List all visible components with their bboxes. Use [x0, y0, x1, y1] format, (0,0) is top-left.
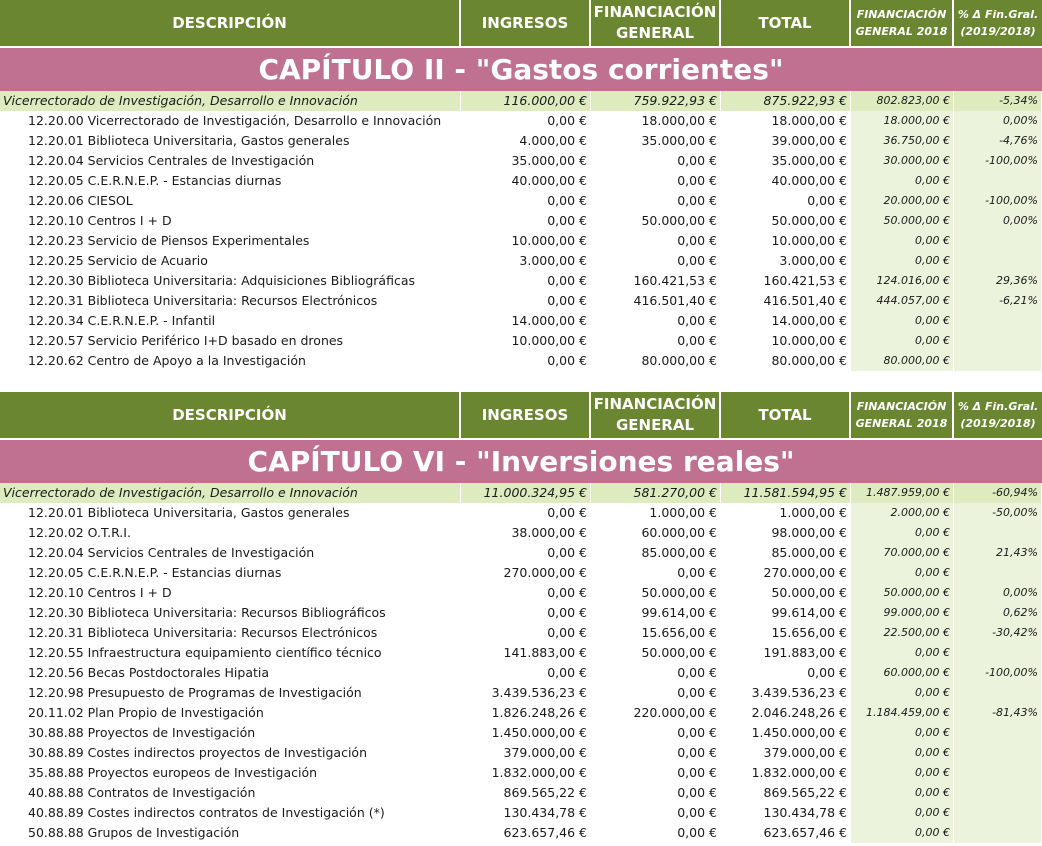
cell-pct: -100,00% — [954, 191, 1042, 211]
cell-financiacion: 0,00 € — [591, 663, 721, 683]
cell-ingresos: 141.883,00 € — [461, 643, 591, 663]
cell-pct: 0,00% — [954, 583, 1042, 603]
cell-fin2018: 124.016,00 € — [851, 271, 954, 291]
cell-descripcion: 12.20.23 Servicio de Piensos Experimentales — [0, 231, 461, 251]
cell-total: 80.000,00 € — [721, 351, 851, 371]
cell-financiacion: 85.000,00 € — [591, 543, 721, 563]
table-row — [0, 723, 1042, 743]
cell-total: 98.000,00 € — [721, 523, 851, 543]
cell-descripcion: 12.20.05 C.E.R.N.E.P. - Estancias diurnas — [0, 171, 461, 191]
cell-financiacion: 18.000,00 € — [591, 111, 721, 131]
table-row — [0, 131, 1042, 151]
cell-fin2018: 18.000,00 € — [851, 111, 954, 131]
col-label: INGRESOS — [481, 405, 569, 424]
cell-descripcion: 40.88.89 Costes indirectos contratos de Investigación (*) — [0, 803, 461, 823]
cell-pct: -6,21% — [954, 291, 1042, 311]
cell-total: 50.000,00 € — [721, 211, 851, 231]
cell-financiacion: 160.421,53 € — [591, 271, 721, 291]
cell-total: 416.501,40 € — [721, 291, 851, 311]
col-total-header — [721, 0, 851, 46]
cell-descripcion: 12.20.00 Vicerrectorado de Investigación, Desarrollo e Innovación — [0, 111, 461, 131]
cell-financiacion: 60.000,00 € — [591, 523, 721, 543]
cell-fin2018: 50.000,00 € — [851, 583, 954, 603]
cell-fin2018: 0,00 € — [851, 251, 954, 271]
cell-descripcion: Vicerrectorado de Investigación, Desarrollo e Innovación — [0, 91, 461, 111]
cell-total: 10.000,00 € — [721, 231, 851, 251]
cell-ingresos: 0,00 € — [461, 543, 591, 563]
cell-fin2018: 802.823,00 € — [851, 91, 954, 111]
cell-ingresos: 623.657,46 € — [461, 823, 591, 843]
cell-ingresos: 130.434,78 € — [461, 803, 591, 823]
chapter-ii-table — [0, 0, 1042, 371]
table-row — [0, 523, 1042, 543]
table-body — [0, 91, 1042, 371]
cell-descripcion: 12.20.25 Servicio de Acuario — [0, 251, 461, 271]
cell-descripcion: 12.20.98 Presupuesto de Programas de Investigación — [0, 683, 461, 703]
cell-total: 1.000,00 € — [721, 503, 851, 523]
cell-descripcion: 12.20.62 Centro de Apoyo a la Investigación — [0, 351, 461, 371]
cell-descripcion: 12.20.34 C.E.R.N.E.P. - Infantil — [0, 311, 461, 331]
col-label: DESCRIPCIÓN — [172, 13, 287, 32]
cell-pct — [954, 683, 1042, 703]
cell-fin2018: 22.500,00 € — [851, 623, 954, 643]
col-descripcion-header — [0, 0, 461, 46]
cell-financiacion: 220.000,00 € — [591, 703, 721, 723]
cell-pct: -30,42% — [954, 623, 1042, 643]
chapter-title: CAPÍTULO II - "Gastos corrientes" — [0, 46, 1042, 91]
cell-ingresos: 14.000,00 € — [461, 311, 591, 331]
cell-fin2018: 1.184.459,00 € — [851, 703, 954, 723]
cell-total: 3.439.536,23 € — [721, 683, 851, 703]
cell-total: 270.000,00 € — [721, 563, 851, 583]
col-label-line2: GENERAL 2018 — [855, 417, 948, 430]
cell-financiacion: 0,00 € — [591, 251, 721, 271]
cell-fin2018: 0,00 € — [851, 723, 954, 743]
cell-fin2018: 0,00 € — [851, 803, 954, 823]
cell-ingresos: 4.000,00 € — [461, 131, 591, 151]
cell-total: 160.421,53 € — [721, 271, 851, 291]
table-row — [0, 503, 1042, 523]
cell-total: 10.000,00 € — [721, 331, 851, 351]
col-ingresos-header — [461, 392, 591, 438]
cell-financiacion: 759.922,93 € — [591, 91, 721, 111]
cell-fin2018: 0,00 € — [851, 563, 954, 583]
cell-financiacion: 0,00 € — [591, 171, 721, 191]
cell-pct: -60,94% — [954, 483, 1042, 503]
cell-fin2018: 20.000,00 € — [851, 191, 954, 211]
table-body — [0, 483, 1042, 843]
cell-pct: -4,76% — [954, 131, 1042, 151]
cell-financiacion: 1.000,00 € — [591, 503, 721, 523]
table-row — [0, 351, 1042, 371]
cell-descripcion: 35.88.88 Proyectos europeos de Investigación — [0, 763, 461, 783]
cell-descripcion: 12.20.30 Biblioteca Universitaria: Adquisiciones Bibliográficas — [0, 271, 461, 291]
cell-fin2018: 70.000,00 € — [851, 543, 954, 563]
cell-ingresos: 38.000,00 € — [461, 523, 591, 543]
cell-financiacion: 0,00 € — [591, 683, 721, 703]
cell-pct — [954, 171, 1042, 191]
table-row — [0, 151, 1042, 171]
cell-ingresos: 1.826.248,26 € — [461, 703, 591, 723]
cell-descripcion: 20.11.02 Plan Propio de Investigación — [0, 703, 461, 723]
cell-descripcion: 30.88.89 Costes indirectos proyectos de Investigación — [0, 743, 461, 763]
cell-ingresos: 10.000,00 € — [461, 331, 591, 351]
cell-pct — [954, 823, 1042, 843]
table-header — [0, 0, 1042, 46]
cell-fin2018: 60.000,00 € — [851, 663, 954, 683]
table-row — [0, 231, 1042, 251]
cell-ingresos: 11.000.324,95 € — [461, 483, 591, 503]
cell-descripcion: 12.20.57 Servicio Periférico I+D basado en drones — [0, 331, 461, 351]
cell-ingresos: 0,00 € — [461, 111, 591, 131]
col-label-line1: % Δ Fin.Gral. — [957, 400, 1039, 413]
cell-financiacion: 35.000,00 € — [591, 131, 721, 151]
cell-ingresos: 0,00 € — [461, 351, 591, 371]
cell-descripcion: 12.20.10 Centros I + D — [0, 211, 461, 231]
cell-descripcion: 40.88.88 Contratos de Investigación — [0, 783, 461, 803]
cell-fin2018: 36.750,00 € — [851, 131, 954, 151]
cell-total: 11.581.594,95 € — [721, 483, 851, 503]
table-row — [0, 543, 1042, 563]
cell-pct — [954, 783, 1042, 803]
cell-total: 50.000,00 € — [721, 583, 851, 603]
cell-pct — [954, 763, 1042, 783]
cell-pct — [954, 231, 1042, 251]
cell-fin2018: 0,00 € — [851, 523, 954, 543]
cell-total: 35.000,00 € — [721, 151, 851, 171]
cell-fin2018: 50.000,00 € — [851, 211, 954, 231]
cell-ingresos: 0,00 € — [461, 583, 591, 603]
table-row — [0, 663, 1042, 683]
cell-total: 191.883,00 € — [721, 643, 851, 663]
table-row — [0, 683, 1042, 703]
cell-total: 379.000,00 € — [721, 743, 851, 763]
chapter-title: CAPÍTULO VI - "Inversiones reales" — [0, 438, 1042, 483]
cell-fin2018: 80.000,00 € — [851, 351, 954, 371]
cell-fin2018: 0,00 € — [851, 231, 954, 251]
cell-financiacion: 0,00 € — [591, 311, 721, 331]
col-label-line1: FINANCIACIÓN — [856, 400, 947, 413]
cell-pct — [954, 723, 1042, 743]
cell-ingresos: 0,00 € — [461, 663, 591, 683]
cell-ingresos: 0,00 € — [461, 271, 591, 291]
cell-pct — [954, 643, 1042, 663]
cell-financiacion: 50.000,00 € — [591, 583, 721, 603]
table-row — [0, 171, 1042, 191]
table-row — [0, 623, 1042, 643]
cell-ingresos: 0,00 € — [461, 503, 591, 523]
cell-financiacion: 0,00 € — [591, 803, 721, 823]
table-row — [0, 803, 1042, 823]
vicerrectorado-row — [0, 91, 1042, 111]
cell-pct: 29,36% — [954, 271, 1042, 291]
cell-descripcion: 12.20.04 Servicios Centrales de Investigación — [0, 151, 461, 171]
col-descripcion-header — [0, 392, 461, 438]
cell-fin2018: 0,00 € — [851, 171, 954, 191]
col-label-line1: FINANCIACIÓN — [593, 395, 717, 413]
cell-total: 18.000,00 € — [721, 111, 851, 131]
table-row — [0, 311, 1042, 331]
cell-pct: -5,34% — [954, 91, 1042, 111]
cell-fin2018: 99.000,00 € — [851, 603, 954, 623]
cell-fin2018: 0,00 € — [851, 311, 954, 331]
cell-pct: 0,62% — [954, 603, 1042, 623]
cell-descripcion: 12.20.30 Biblioteca Universitaria: Recursos Bibliográficos — [0, 603, 461, 623]
vicerrectorado-row — [0, 483, 1042, 503]
cell-descripcion: 50.88.88 Grupos de Investigación — [0, 823, 461, 843]
table-row — [0, 643, 1042, 663]
cell-descripcion: 12.20.56 Becas Postdoctorales Hipatia — [0, 663, 461, 683]
table-row — [0, 291, 1042, 311]
cell-descripcion: 12.20.01 Biblioteca Universitaria, Gastos generales — [0, 503, 461, 523]
cell-pct — [954, 803, 1042, 823]
cell-financiacion: 80.000,00 € — [591, 351, 721, 371]
col-pct-header — [954, 392, 1042, 438]
cell-financiacion: 416.501,40 € — [591, 291, 721, 311]
table-row — [0, 111, 1042, 131]
col-label: TOTAL — [758, 13, 812, 32]
cell-financiacion: 0,00 € — [591, 231, 721, 251]
cell-ingresos: 270.000,00 € — [461, 563, 591, 583]
cell-descripcion: 12.20.31 Biblioteca Universitaria: Recursos Electrónicos — [0, 623, 461, 643]
col-total-header — [721, 392, 851, 438]
cell-descripcion: Vicerrectorado de Investigación, Desarrollo e Innovación — [0, 483, 461, 503]
col-label: TOTAL — [758, 405, 812, 424]
cell-financiacion: 0,00 € — [591, 331, 721, 351]
cell-financiacion: 50.000,00 € — [591, 643, 721, 663]
cell-financiacion: 0,00 € — [591, 763, 721, 783]
cell-descripcion: 12.20.55 Infraestructura equipamiento científico técnico — [0, 643, 461, 663]
cell-total: 3.000,00 € — [721, 251, 851, 271]
cell-fin2018: 2.000,00 € — [851, 503, 954, 523]
cell-ingresos: 1.450.000,00 € — [461, 723, 591, 743]
cell-ingresos: 0,00 € — [461, 191, 591, 211]
cell-ingresos: 40.000,00 € — [461, 171, 591, 191]
cell-financiacion: 50.000,00 € — [591, 211, 721, 231]
col-ingresos-header — [461, 0, 591, 46]
cell-ingresos: 869.565,22 € — [461, 783, 591, 803]
cell-total: 130.434,78 € — [721, 803, 851, 823]
cell-pct: -100,00% — [954, 663, 1042, 683]
cell-fin2018: 30.000,00 € — [851, 151, 954, 171]
cell-pct: 21,43% — [954, 543, 1042, 563]
col-label-line2: GENERAL — [615, 24, 695, 42]
cell-financiacion: 0,00 € — [591, 151, 721, 171]
table-row — [0, 563, 1042, 583]
cell-total: 40.000,00 € — [721, 171, 851, 191]
cell-pct — [954, 311, 1042, 331]
col-label-line2: GENERAL — [615, 416, 695, 434]
table-row — [0, 211, 1042, 231]
cell-fin2018: 0,00 € — [851, 683, 954, 703]
cell-financiacion: 0,00 € — [591, 783, 721, 803]
cell-financiacion: 0,00 € — [591, 723, 721, 743]
table-row — [0, 603, 1042, 623]
cell-ingresos: 0,00 € — [461, 623, 591, 643]
col-pct-header — [954, 0, 1042, 46]
cell-fin2018: 0,00 € — [851, 763, 954, 783]
cell-fin2018: 0,00 € — [851, 783, 954, 803]
cell-financiacion: 581.270,00 € — [591, 483, 721, 503]
cell-total: 0,00 € — [721, 663, 851, 683]
cell-ingresos: 0,00 € — [461, 211, 591, 231]
table-row — [0, 823, 1042, 843]
cell-fin2018: 1.487.959,00 € — [851, 483, 954, 503]
cell-pct: 0,00% — [954, 111, 1042, 131]
cell-ingresos: 3.439.536,23 € — [461, 683, 591, 703]
cell-total: 99.614,00 € — [721, 603, 851, 623]
col-label-line1: FINANCIACIÓN — [593, 3, 717, 21]
cell-descripcion: 12.20.04 Servicios Centrales de Investigación — [0, 543, 461, 563]
table-row — [0, 583, 1042, 603]
cell-total: 1.832.000,00 € — [721, 763, 851, 783]
table-row — [0, 743, 1042, 763]
table-row — [0, 783, 1042, 803]
cell-total: 1.450.000,00 € — [721, 723, 851, 743]
cell-descripcion: 12.20.10 Centros I + D — [0, 583, 461, 603]
table-row — [0, 763, 1042, 783]
cell-financiacion: 99.614,00 € — [591, 603, 721, 623]
cell-financiacion: 0,00 € — [591, 823, 721, 843]
cell-fin2018: 0,00 € — [851, 743, 954, 763]
table-row — [0, 703, 1042, 723]
cell-financiacion: 15.656,00 € — [591, 623, 721, 643]
cell-total: 0,00 € — [721, 191, 851, 211]
col-fin2018-header — [851, 392, 954, 438]
cell-pct — [954, 523, 1042, 543]
cell-pct — [954, 351, 1042, 371]
col-label-line1: % Δ Fin.Gral. — [957, 8, 1039, 21]
cell-pct — [954, 563, 1042, 583]
cell-financiacion: 0,00 € — [591, 743, 721, 763]
cell-financiacion: 0,00 € — [591, 191, 721, 211]
table-header — [0, 392, 1042, 438]
col-label-line2: (2019/2018) — [960, 25, 1036, 38]
table-row — [0, 251, 1042, 271]
cell-descripcion: 12.20.05 C.E.R.N.E.P. - Estancias diurnas — [0, 563, 461, 583]
cell-pct — [954, 743, 1042, 763]
cell-fin2018: 444.057,00 € — [851, 291, 954, 311]
cell-pct: -50,00% — [954, 503, 1042, 523]
cell-descripcion: 12.20.06 CIESOL — [0, 191, 461, 211]
cell-total: 14.000,00 € — [721, 311, 851, 331]
col-label-line2: GENERAL 2018 — [855, 25, 948, 38]
table-row — [0, 271, 1042, 291]
cell-fin2018: 0,00 € — [851, 643, 954, 663]
cell-fin2018: 0,00 € — [851, 823, 954, 843]
cell-fin2018: 0,00 € — [851, 331, 954, 351]
cell-descripcion: 12.20.02 O.T.R.I. — [0, 523, 461, 543]
cell-total: 39.000,00 € — [721, 131, 851, 151]
cell-financiacion: 0,00 € — [591, 563, 721, 583]
cell-total: 869.565,22 € — [721, 783, 851, 803]
cell-pct: -81,43% — [954, 703, 1042, 723]
cell-pct — [954, 251, 1042, 271]
cell-ingresos: 35.000,00 € — [461, 151, 591, 171]
col-label: INGRESOS — [481, 13, 569, 32]
table-row — [0, 191, 1042, 211]
col-label-line2: (2019/2018) — [960, 417, 1036, 430]
cell-pct — [954, 331, 1042, 351]
cell-total: 2.046.248,26 € — [721, 703, 851, 723]
cell-ingresos: 10.000,00 € — [461, 231, 591, 251]
cell-ingresos: 0,00 € — [461, 603, 591, 623]
cell-ingresos: 116.000,00 € — [461, 91, 591, 111]
cell-pct: -100,00% — [954, 151, 1042, 171]
cell-total: 15.656,00 € — [721, 623, 851, 643]
cell-descripcion: 30.88.88 Proyectos de Investigación — [0, 723, 461, 743]
cell-total: 85.000,00 € — [721, 543, 851, 563]
table-row — [0, 331, 1042, 351]
chapter-vi-table — [0, 392, 1042, 843]
cell-descripcion: 12.20.31 Biblioteca Universitaria: Recursos Electrónicos — [0, 291, 461, 311]
cell-total: 623.657,46 € — [721, 823, 851, 843]
cell-ingresos: 1.832.000,00 € — [461, 763, 591, 783]
col-label: DESCRIPCIÓN — [172, 405, 287, 424]
cell-descripcion: 12.20.01 Biblioteca Universitaria, Gastos generales — [0, 131, 461, 151]
cell-ingresos: 3.000,00 € — [461, 251, 591, 271]
col-label-line1: FINANCIACIÓN — [856, 8, 947, 21]
cell-ingresos: 379.000,00 € — [461, 743, 591, 763]
cell-total: 875.922,93 € — [721, 91, 851, 111]
col-financiacion-header — [591, 392, 721, 438]
col-fin2018-header — [851, 0, 954, 46]
cell-ingresos: 0,00 € — [461, 291, 591, 311]
cell-pct: 0,00% — [954, 211, 1042, 231]
col-financiacion-header — [591, 0, 721, 46]
